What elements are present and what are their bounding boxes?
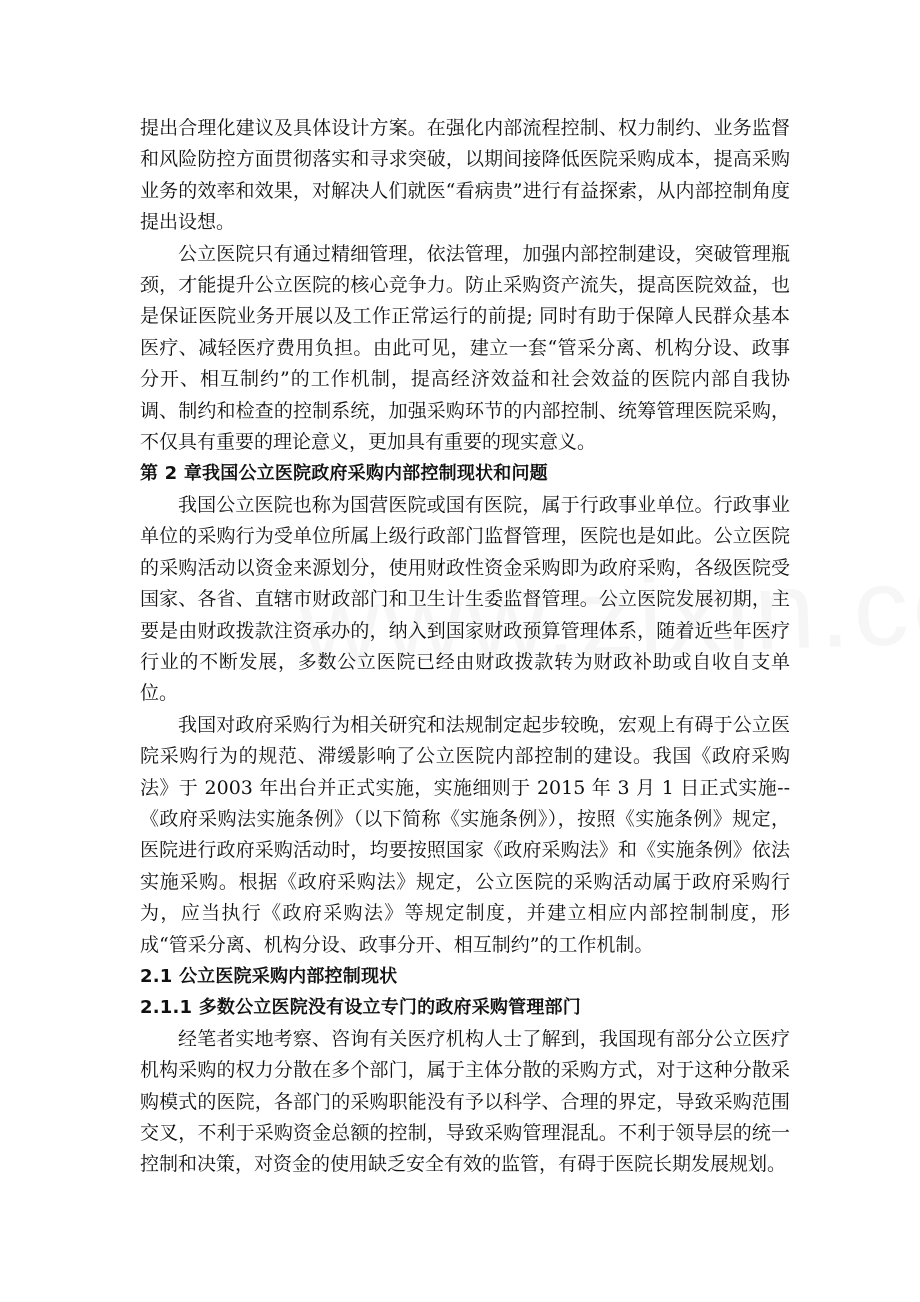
paragraph-decentralized-procurement: 经笔者实地考察、咨询有关医疗机构人士了解到，我国现有部分公立医疗机构采购的权力分散在多个部门，属于主体分散的采购方式，对于这种分散采购模式的医院，各部门的采购职能没有予以科学、合理的界定，导致采购范围交叉，不利于采购资金总额的控制，导致采购管理混乱。不利于领导层的统一控制和决策，对资金的使用缺乏安全有效的监管，有碍于医院长期发展规划。	[140, 1027, 790, 1176]
section-2-1-1-heading: 2.1.1 多数公立医院没有设立专门的政府采购管理部门	[140, 997, 581, 1019]
paragraph-significance: 公立医院只有通过精细管理，依法管理，加强内部控制建设，突破管理瓶颈，才能提升公立医院的核心竞争力。防止采购资产流失，提高医院效益，也是保证医院业务开展以及工作正常运行的前提; 同时有助于保障人民群众基本医疗、减轻医疗费用负担。由此可见，建立一套“管采分离、机构分设、政事分开、相互制约”的工作机制，提高经济效益和社会效益的医院内部自我协调、制约和检查的控制系统，加强采购环节的内部控制、统筹管理医院采购，不仅具有重要的理论意义，更加具有重要的现实意义。	[140, 242, 790, 454]
document-body	[140, 113, 790, 1181]
section-2-1-heading: 2.1 公立医院采购内部控制现状	[140, 965, 398, 987]
paragraph-intro-continued: 提出合理化建议及具体设计方案。在强化内部流程控制、权力制约、业务监督和风险防控方面贯彻落实和寻求突破，以期间接降低医院采购成本，提高采购业务的效率和效果，对解决人们就医“看病贵”进行有益探索，从内部控制角度提出设想。	[140, 117, 790, 234]
paragraph-public-hospital-definition: 我国公立医院也称为国营医院或国有医院，属于行政事业单位。行政事业单位的采购行为受单位所属上级行政部门监督管理，医院也是如此。公立医院的采购活动以资金来源划分，使用财政性资金采购即为政府采购，各级医院受国家、各省、直辖市财政部门和卫生计生委监督管理。公立医院发展初期，主要是由财政拨款注资承办的，纳入到国家财政预算管理体系，随着近些年医疗行业的不断发展，多数公立医院已经由财政拨款转为财政补助或自收自支单位。	[140, 493, 790, 705]
chapter-2-heading: 第 2 章我国公立医院政府采购内部控制现状和问题	[140, 463, 548, 485]
paragraph-procurement-law: 我国对政府采购行为相关研究和法规制定起步较晚，宏观上有碍于公立医院采购行为的规范、滞缓影响了公立医院内部控制的建设。我国《政府采购法》于 2003 年出台并正式实施，实施细则于 2015 年 3 月 1 日正式实施--《政府采购法实施条例》（以下简称《实施条例》），按照《实施条例》规定，医院进行政府采购活动时，均要按照国家《政府采购法》和《实施条例》依法实施采购。根据《政府采购法》规定，公立医院的采购活动属于政府采购行为，应当执行《政府采购法》等规定制度，并建立相应内部控制制度，形成“管采分离、机构分设、政事分开、相互制约”的工作机制。	[140, 713, 790, 956]
